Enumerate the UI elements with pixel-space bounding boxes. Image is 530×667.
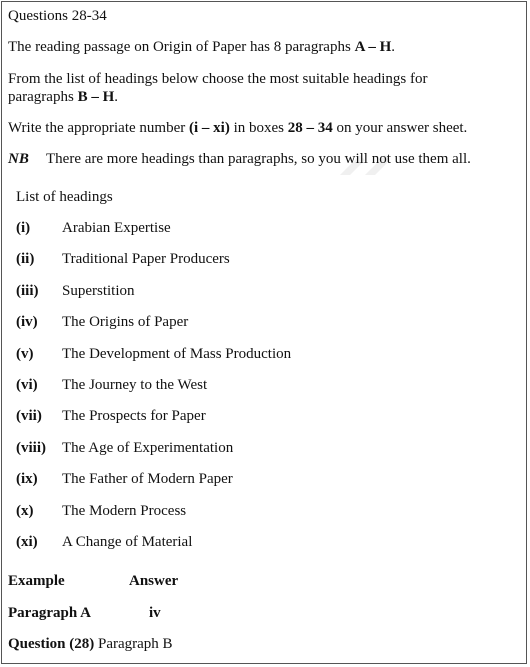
heading-number: (i) <box>16 220 31 236</box>
heading-number: (iii) <box>16 282 39 299</box>
question-label: Question (28) <box>8 636 95 652</box>
heading-item <box>16 533 192 551</box>
instruction-text <box>8 70 478 106</box>
heading-text: The Father of Modern Paper <box>62 471 233 488</box>
write-boxes: 28 – 34 <box>287 120 333 136</box>
heading-item <box>16 502 186 520</box>
heading-text: The Prospects for Paper <box>62 408 206 425</box>
instruction-range: B – H <box>77 89 115 105</box>
example-paragraph-row <box>8 604 161 622</box>
heading-item <box>16 439 233 457</box>
nb-label: NB <box>8 151 29 167</box>
heading-number: (xi) <box>16 534 38 550</box>
questions-label: Questions 28-34 <box>8 8 107 24</box>
answer-label: Answer <box>129 573 179 589</box>
heading-text: Traditional Paper Producers <box>62 251 230 268</box>
nb-text: There are more headings than paragraphs, so you will not use them all. <box>46 151 471 167</box>
write-part1: Write the appropriate number <box>8 120 189 136</box>
heading-number: (x) <box>16 502 34 519</box>
heading-text: Arabian Expertise <box>62 220 171 236</box>
write-part2: in boxes <box>229 120 288 136</box>
heading-item <box>16 282 135 300</box>
heading-number: (vii) <box>16 408 42 425</box>
example-label: Example <box>8 573 65 589</box>
example-row <box>8 572 178 590</box>
heading-text: A Change of Material <box>62 534 193 550</box>
instruction-part1: From the list of headings below choose the most suitable headings for paragraphs <box>8 71 428 105</box>
intro-range: A – H <box>354 39 392 55</box>
instruction-part2: . <box>114 89 118 105</box>
example-paragraph: Paragraph A <box>8 605 91 621</box>
heading-number: (ii) <box>16 251 35 268</box>
heading-number: (viii) <box>16 439 46 456</box>
heading-item <box>16 219 171 237</box>
intro-part1: The reading passage on Origin of Paper has 8 paragraphs <box>8 39 355 55</box>
write-numbers: (i – xi) <box>189 120 230 136</box>
intro-part2: . <box>391 39 395 55</box>
example-answer: iv <box>149 605 161 621</box>
write-part3: on your answer sheet. <box>332 120 468 136</box>
question-row <box>8 635 173 653</box>
heading-text: The Age of Experimentation <box>62 439 234 456</box>
write-instruction <box>8 119 467 137</box>
heading-item <box>16 470 233 488</box>
heading-text: The Journey to the West <box>62 377 208 393</box>
heading-text: Superstition <box>62 282 135 299</box>
heading-number: (ix) <box>16 471 38 488</box>
heading-item <box>16 313 188 331</box>
intro-text <box>8 38 395 56</box>
heading-item <box>16 250 230 268</box>
list-title: List of headings <box>16 189 113 205</box>
question-paragraph: Paragraph B <box>94 636 173 652</box>
heading-item <box>16 345 291 363</box>
heading-text: The Origins of Paper <box>62 314 189 331</box>
heading-number: (v) <box>16 345 34 362</box>
heading-number: (iv) <box>16 314 38 331</box>
heading-item <box>16 407 206 425</box>
heading-text: The Modern Process <box>62 502 187 519</box>
nb-note <box>8 150 471 168</box>
heading-item <box>16 376 207 394</box>
heading-number: (vi) <box>16 377 38 393</box>
heading-text: The Development of Mass Production <box>62 345 292 362</box>
